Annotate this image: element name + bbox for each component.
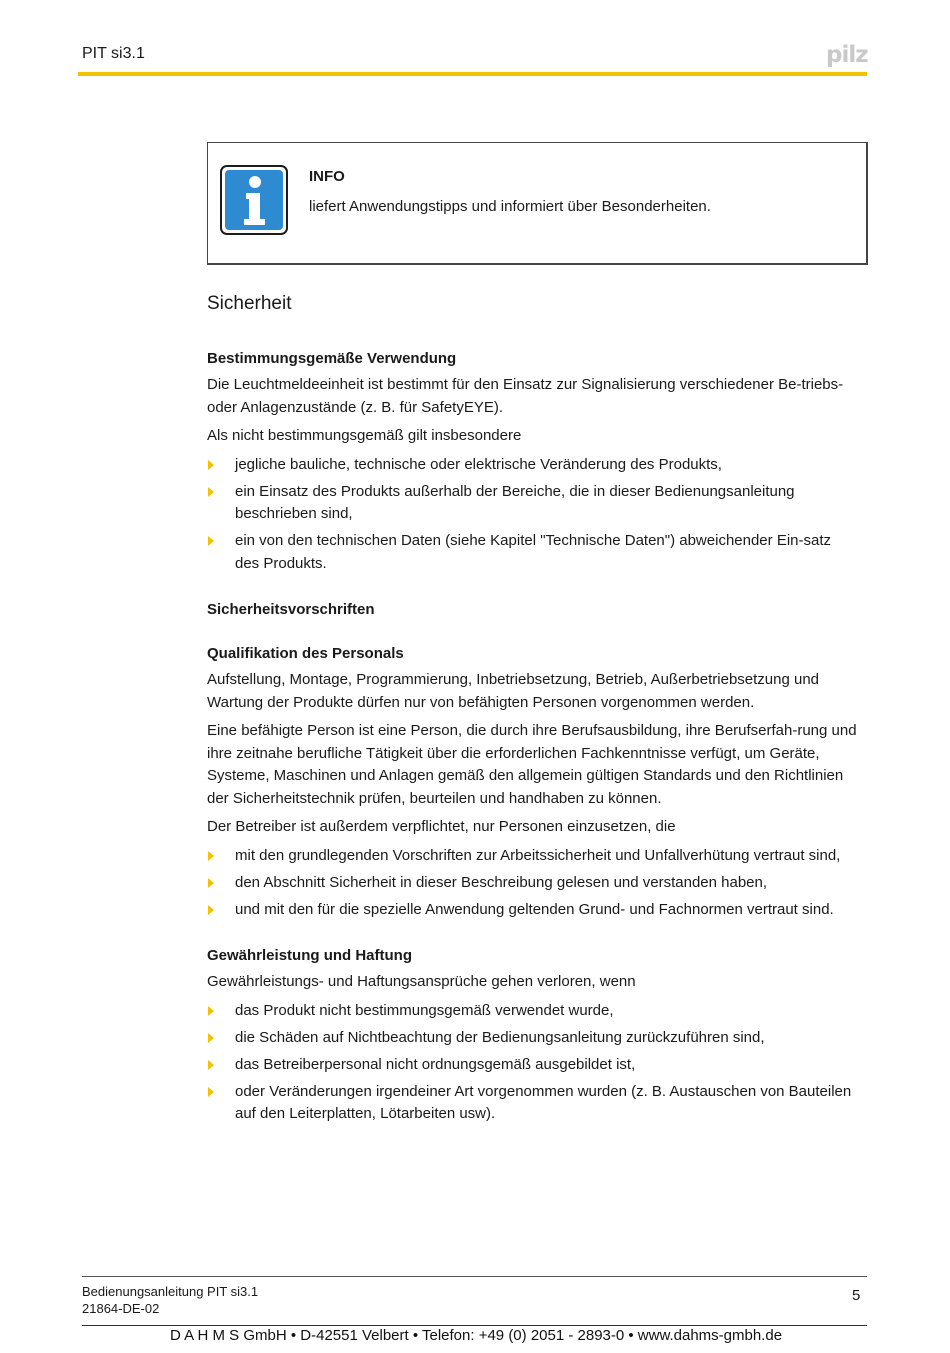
section-title: Sicherheit	[207, 293, 292, 314]
heading-intended-use: Bestimmungsgemäße Verwendung	[207, 350, 457, 367]
heading-warranty: Gewährleistung und Haftung	[207, 947, 412, 964]
heading-qualification: Qualifikation des Personals	[207, 645, 404, 662]
info-title: INFO	[309, 168, 345, 185]
bullet-arrow-icon	[208, 487, 214, 497]
paragraph: Eine befähigte Person ist eine Person, die durch ihre Berufsausbildung, ihre Berufserfah-rung und ihre zeitnahe berufliche Tätigkeit über die erforderlichen Fachkenntnisse verfügt, um Geräte, Systeme, Maschinen und Anlagen gemäß den allgemein gültigen Standards und den Richtlinien der Sicherheitstechnik prüfen, beurteilen und handhaben zu können.	[207, 722, 857, 807]
info-box	[207, 142, 868, 265]
footer-doc-info	[82, 1283, 258, 1317]
list-item: ein Einsatz des Produkts außerhalb der Bereiche, die in dieser Bedienungsanleitung beschrieben sind,	[207, 481, 857, 526]
info-icon	[220, 165, 288, 235]
list-item: die Schäden auf Nichtbeachtung der Bedienungsanleitung zurückzuführen sind,	[207, 1027, 857, 1050]
bullet-arrow-icon	[208, 851, 214, 861]
bullet-arrow-icon	[208, 536, 214, 546]
pilz-logo: pilz	[826, 42, 868, 68]
bullet-arrow-icon	[208, 1033, 214, 1043]
paragraph: Die Leuchtmeldeeinheit ist bestimmt für den Einsatz zur Signalisierung verschiedener Be-triebs- oder Anlagenzustände (z. B. für SafetyEYE).	[207, 376, 844, 416]
header-rule	[78, 72, 867, 76]
bullet-arrow-icon	[208, 460, 214, 470]
paragraph: Der Betreiber ist außerdem verpflichtet, nur Personen einzusetzen, die	[207, 818, 676, 835]
bullet-arrow-icon	[208, 1060, 214, 1070]
list-item: das Betreiberpersonal nicht ordnungsgemäß ausgebildet ist,	[207, 1054, 857, 1077]
bullet-arrow-icon	[208, 878, 214, 888]
bullet-list	[207, 1000, 857, 1126]
header-title: PIT si3.1	[82, 45, 145, 62]
bullet-arrow-icon	[208, 1006, 214, 1016]
bullet-arrow-icon	[208, 905, 214, 915]
bullet-arrow-icon	[208, 1087, 214, 1097]
list-item: den Abschnitt Sicherheit in dieser Beschreibung gelesen und verstanden haben,	[207, 872, 857, 895]
info-text: liefert Anwendungstipps und informiert über Besonderheiten.	[309, 198, 711, 215]
dealer-stamp: D A H M S GmbH • D-42551 Velbert • Telefon: +49 (0) 2051 - 2893-0 • www.dahms-gmbh.de	[170, 1327, 783, 1344]
list-item: ein von den technischen Daten (siehe Kapitel "Technische Daten") abweichender Ein-satz des Produkts.	[207, 530, 857, 575]
bullet-list	[207, 845, 857, 922]
bullet-list	[207, 454, 857, 576]
list-item: und mit den für die spezielle Anwendung geltenden Grund- und Fachnormen vertraut sind.	[207, 899, 857, 922]
list-item: das Produkt nicht bestimmungsgemäß verwendet wurde,	[207, 1000, 857, 1023]
main-content	[207, 290, 857, 1132]
list-item: jegliche bauliche, technische oder elektrische Veränderung des Produkts,	[207, 454, 857, 477]
footer-rule	[82, 1276, 867, 1277]
paragraph: Gewährleistungs- und Haftungsansprüche gehen verloren, wenn	[207, 973, 636, 990]
page-number: 5	[852, 1287, 861, 1304]
footer-doc-number: 21864-DE-02	[82, 1301, 160, 1316]
footer-doc-title: Bedienungsanleitung PIT si3.1	[82, 1284, 259, 1299]
list-item: mit den grundlegenden Vorschriften zur Arbeitssicherheit und Unfallverhütung vertraut sind,	[207, 845, 857, 868]
heading-safety-rules: Sicherheitsvorschriften	[207, 601, 375, 618]
list-item: oder Veränderungen irgendeiner Art vorgenommen wurden (z. B. Austauschen von Bauteilen auf den Leiterplatten, Lötarbeiten usw).	[207, 1081, 857, 1126]
paragraph: Als nicht bestimmungsgemäß gilt insbesondere	[207, 427, 522, 444]
dealer-rule	[82, 1325, 867, 1326]
paragraph: Aufstellung, Montage, Programmierung, Inbetriebsetzung, Betrieb, Außerbetriebsetzung und Wartung der Produkte dürfen nur von befähigten Personen vorgenommen werden.	[207, 671, 820, 711]
